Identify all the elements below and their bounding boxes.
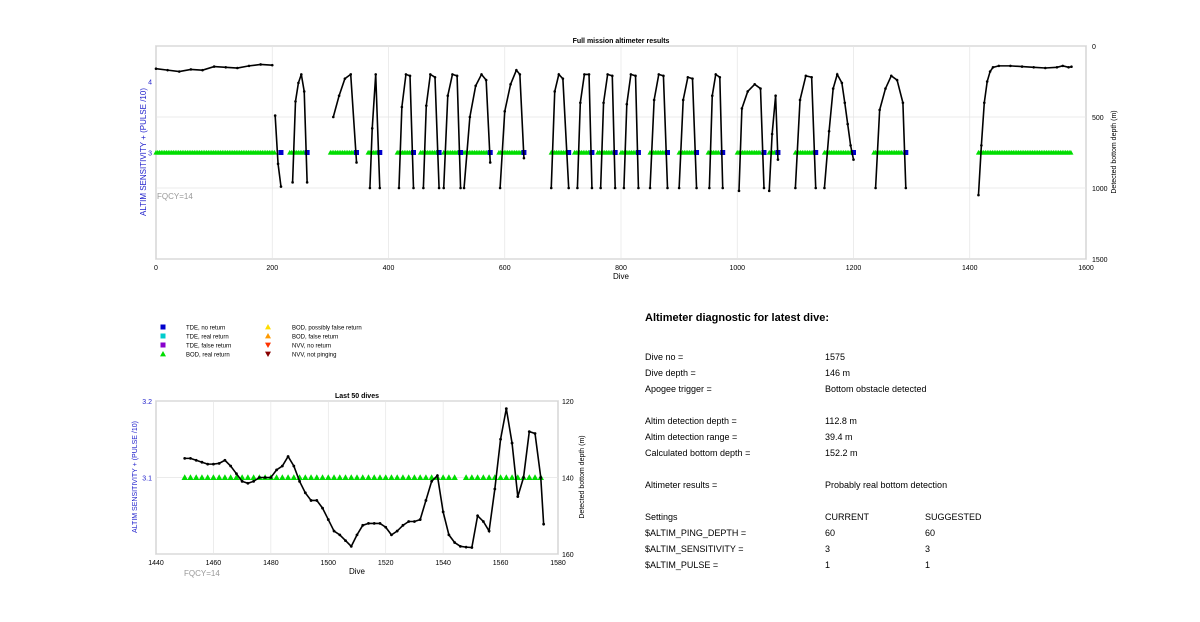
diagnostic-row-value: 39.4 m xyxy=(825,432,853,442)
bottom-depth-point xyxy=(459,545,462,548)
bottom-depth-point xyxy=(183,457,186,460)
bottom-depth-point xyxy=(396,530,399,533)
legend-marker-triangle xyxy=(265,352,271,357)
bottom-depth-point xyxy=(304,491,307,494)
top-depth-point xyxy=(828,130,831,133)
top-depth-point xyxy=(691,77,694,80)
top-depth-point xyxy=(599,187,602,190)
top-depth-point xyxy=(213,65,216,68)
top-depth-point xyxy=(297,82,300,85)
top-depth-point xyxy=(989,70,992,73)
top-depth-point xyxy=(503,110,506,113)
bottom-depth-point xyxy=(413,520,416,523)
bottom-depth-point xyxy=(522,476,525,479)
bottom-depth-point xyxy=(453,541,456,544)
top-depth-point xyxy=(553,90,556,93)
bottom-depth-point xyxy=(298,480,301,483)
diagnostic-row-value: 112.8 m xyxy=(825,416,857,426)
top-depth-point xyxy=(579,102,582,105)
top-depth-point xyxy=(708,187,711,190)
top-depth-point xyxy=(682,99,685,102)
top-x-tick-label: 1200 xyxy=(845,265,862,272)
legend-label: NVV, not pinging xyxy=(292,352,337,359)
top-depth-point xyxy=(721,187,724,190)
bottom-depth-point xyxy=(315,499,318,502)
bottom-depth-point xyxy=(407,520,410,523)
top-depth-point xyxy=(799,99,802,102)
top-depth-point xyxy=(884,87,887,90)
top-depth-point xyxy=(774,94,777,97)
diagnostic-row-label: Calculated bottom depth = xyxy=(645,448,751,458)
bottom-depth-point xyxy=(333,530,336,533)
top-depth-point xyxy=(771,133,774,136)
legend-label: TDE, no return xyxy=(186,325,226,332)
legend-marker-triangle xyxy=(265,333,271,338)
top-depth-point xyxy=(155,67,158,70)
top-depth-point xyxy=(738,190,741,193)
top-depth-point xyxy=(303,90,306,93)
top-depth-point xyxy=(836,73,839,76)
bottom-x-tick-label: 1560 xyxy=(492,560,509,567)
top-depth-point xyxy=(583,73,586,76)
top-depth-point xyxy=(405,73,408,76)
top-tde-marker xyxy=(278,150,283,155)
top-depth-point xyxy=(442,187,445,190)
top-depth-point xyxy=(1061,65,1064,68)
diagnostic-row-value: Bottom obstacle detected xyxy=(825,384,927,394)
top-depth-point xyxy=(794,187,797,190)
legend-marker-triangle xyxy=(265,324,271,329)
bottom-y-right-tick-label: 120 xyxy=(562,399,574,406)
top-depth-point xyxy=(480,73,483,76)
top-depth-point xyxy=(567,187,570,190)
bottom-depth-point xyxy=(292,465,295,468)
bottom-depth-point xyxy=(534,432,537,435)
bottom-depth-point xyxy=(367,522,370,525)
legend-label: BOD, false return xyxy=(292,334,339,341)
bottom-depth-point xyxy=(499,438,502,441)
top-depth-point xyxy=(374,73,377,76)
top-depth-point xyxy=(338,94,341,97)
top-x-tick-label: 800 xyxy=(615,265,627,272)
bottom-freq-label: FQCY=14 xyxy=(184,569,220,578)
top-depth-point xyxy=(777,158,780,161)
bottom-depth-point xyxy=(402,524,405,527)
top-x-tick-label: 400 xyxy=(382,265,395,272)
bottom-y-left-tick-label: 3.2 xyxy=(142,399,152,406)
top-x-tick-label: 1600 xyxy=(1078,265,1094,272)
bottom-depth-point xyxy=(442,511,445,514)
legend-marker-triangle xyxy=(160,351,166,356)
diagnostic-row-value: 152.2 m xyxy=(825,448,858,458)
top-depth-point xyxy=(429,73,432,76)
legend-marker-square xyxy=(161,343,166,348)
bottom-depth-point xyxy=(246,482,249,485)
top-depth-point xyxy=(271,64,274,67)
top-depth-point xyxy=(992,66,995,69)
bottom-x-tick-label: 1580 xyxy=(550,560,566,567)
bottom-depth-point xyxy=(390,533,393,536)
bottom-depth-point xyxy=(436,474,439,477)
top-depth-point xyxy=(741,107,744,110)
top-depth-point xyxy=(983,102,986,105)
bottom-depth-point xyxy=(528,430,531,433)
top-depth-point xyxy=(1056,66,1059,69)
bottom-depth-point xyxy=(505,407,508,410)
bottom-depth-point xyxy=(361,524,364,527)
top-depth-point xyxy=(463,187,466,190)
bottom-depth-point xyxy=(539,476,542,479)
bottom-x-tick-label: 1440 xyxy=(148,560,164,567)
top-depth-point xyxy=(763,187,766,190)
top-freq-label: FQCY=14 xyxy=(157,192,193,201)
top-depth-point xyxy=(355,161,358,164)
top-depth-point xyxy=(623,187,626,190)
bottom-x-tick-label: 1520 xyxy=(377,560,394,567)
bottom-depth-point xyxy=(511,442,514,445)
top-x-tick-label: 200 xyxy=(266,265,279,272)
top-depth-point xyxy=(558,73,561,76)
top-depth-point xyxy=(523,157,526,160)
top-x-ticks xyxy=(154,265,1094,272)
top-depth-point xyxy=(980,144,983,147)
top-x-tick-label: 600 xyxy=(498,265,511,272)
bottom-depth-point xyxy=(482,520,485,523)
bottom-x-tick-label: 1500 xyxy=(320,560,337,567)
legend-label: TDE, real return xyxy=(186,334,229,341)
bottom-x-tick-label: 1460 xyxy=(205,560,222,567)
top-depth-point xyxy=(874,187,877,190)
top-depth-point xyxy=(1021,65,1024,68)
bottom-depth-point xyxy=(470,546,473,549)
top-depth-point xyxy=(509,83,512,86)
top-depth-point xyxy=(459,187,462,190)
top-depth-point xyxy=(852,158,855,161)
diagnostic-row-label: Dive no = xyxy=(645,352,684,362)
top-y-right-tick-label: 0 xyxy=(1092,44,1096,51)
top-depth-point xyxy=(456,75,459,78)
top-depth-point xyxy=(666,187,669,190)
top-depth-point xyxy=(588,73,591,76)
diagnostic-row-value: 146 m xyxy=(825,368,851,378)
bottom-x-axis-label: Dive xyxy=(348,567,366,576)
bottom-depth-point xyxy=(379,522,382,525)
top-depth-point xyxy=(657,73,660,76)
bottom-depth-point xyxy=(281,465,284,468)
top-depth-point xyxy=(606,73,609,76)
bottom-depth-point xyxy=(310,499,313,502)
top-depth-point xyxy=(224,66,227,69)
bottom-depth-point xyxy=(488,530,491,533)
bottom-depth-point xyxy=(252,480,255,483)
bottom-depth-point xyxy=(373,522,376,525)
top-x-tick-label: 1400 xyxy=(961,265,978,272)
top-depth-point xyxy=(489,161,492,164)
settings-header-suggested: SUGGESTED xyxy=(925,512,982,522)
top-depth-point xyxy=(201,69,204,72)
diagnostic-row-label: Apogee trigger = xyxy=(645,384,712,394)
bottom-depth-point xyxy=(430,480,433,483)
top-depth-point xyxy=(902,102,905,105)
bottom-depth-point xyxy=(264,476,267,479)
bottom-depth-point xyxy=(447,533,450,536)
bottom-y-right-tick-label: 140 xyxy=(562,475,574,483)
top-depth-point xyxy=(662,75,665,78)
bottom-depth-point xyxy=(321,507,324,510)
legend-label: NVV, no return xyxy=(292,343,332,350)
bottom-y-right-tick-label: 160 xyxy=(562,552,574,559)
setting-label: $ALTIM_SENSITIVITY = xyxy=(645,544,744,554)
bottom-depth-point xyxy=(258,476,261,479)
top-y-right-tick-label: 1000 xyxy=(1092,186,1108,193)
top-depth-point xyxy=(576,187,579,190)
top-chart-title: Full mission altimeter results xyxy=(572,38,670,45)
top-x-tick-label: 0 xyxy=(154,265,158,272)
top-depth-point xyxy=(259,63,262,66)
top-depth-point xyxy=(678,187,681,190)
top-depth-point xyxy=(190,68,193,71)
top-x-tick-label: 1000 xyxy=(729,265,746,272)
setting-current: 3 xyxy=(825,544,831,554)
top-depth-point xyxy=(977,194,980,197)
settings-header-label: Settings xyxy=(645,512,678,522)
bottom-depth-point xyxy=(189,457,192,460)
bottom-depth-point xyxy=(287,455,290,458)
top-depth-point xyxy=(438,187,441,190)
legend-label: TDE, false return xyxy=(186,343,232,350)
top-depth-point xyxy=(905,187,908,190)
bottom-depth-point xyxy=(212,463,215,466)
top-y-right-label: Detected bottom depth (m) xyxy=(1111,110,1118,194)
bottom-chart-title: Last 50 dives xyxy=(335,393,379,400)
bottom-depth-point xyxy=(419,518,422,521)
top-depth-point xyxy=(890,75,893,78)
bottom-depth-point xyxy=(275,468,278,471)
bottom-depth-point xyxy=(344,539,347,542)
top-depth-point xyxy=(810,76,813,79)
bottom-depth-point xyxy=(338,533,341,536)
setting-suggested: 3 xyxy=(925,544,931,554)
top-depth-point xyxy=(499,187,502,190)
top-depth-point xyxy=(846,123,849,126)
bottom-x-tick-label: 1540 xyxy=(435,560,451,567)
top-depth-point xyxy=(805,75,808,78)
top-depth-point xyxy=(178,70,181,73)
legend-marker-square xyxy=(161,325,166,330)
top-chart xyxy=(139,38,1118,281)
top-depth-point xyxy=(634,75,637,78)
top-depth-point xyxy=(291,181,294,184)
bottom-depth-point xyxy=(224,459,227,462)
setting-current: 60 xyxy=(825,528,836,538)
bottom-depth-point xyxy=(350,545,353,548)
top-depth-point xyxy=(401,106,404,109)
diagnostic-title: Altimeter diagnostic for latest dive: xyxy=(645,312,829,324)
top-depth-point xyxy=(451,73,454,76)
top-depth-point xyxy=(344,77,347,80)
legend-label: BOD, real return xyxy=(186,352,230,359)
top-depth-point xyxy=(446,94,449,97)
top-depth-point xyxy=(823,187,826,190)
top-depth-point xyxy=(469,116,472,119)
top-depth-point xyxy=(630,73,633,76)
setting-label: $ALTIM_PULSE = xyxy=(645,560,719,570)
bottom-depth-point xyxy=(542,523,545,526)
top-depth-point xyxy=(280,185,283,188)
top-depth-point xyxy=(409,75,412,78)
top-depth-point xyxy=(474,84,477,87)
top-depth-point xyxy=(332,116,335,119)
top-depth-point xyxy=(746,90,749,93)
top-depth-point xyxy=(649,187,652,190)
bottom-depth-point xyxy=(493,488,496,491)
top-y-left-tick-label: 3 xyxy=(148,150,152,158)
top-y-left-tick-label: 4 xyxy=(148,79,152,87)
diagnostic-row-label: Altim detection depth = xyxy=(645,416,737,426)
top-depth-point xyxy=(653,99,656,102)
top-depth-point xyxy=(759,87,762,90)
top-depth-point xyxy=(878,109,881,112)
top-depth-point xyxy=(369,187,372,190)
bottom-depth-point xyxy=(241,480,244,483)
top-depth-point xyxy=(714,73,717,76)
bottom-x-ticks xyxy=(148,560,566,567)
top-depth-point xyxy=(1009,65,1012,68)
top-depth-point xyxy=(1032,66,1035,69)
top-depth-point xyxy=(300,73,303,76)
setting-suggested: 1 xyxy=(925,560,931,570)
top-depth-point xyxy=(591,187,594,190)
top-depth-point xyxy=(166,69,169,72)
top-depth-point xyxy=(602,102,605,105)
bottom-depth-point xyxy=(206,463,209,466)
diagnostic-row-value: Probably real bottom detection xyxy=(825,480,948,490)
bottom-depth-point xyxy=(195,459,198,462)
top-depth-point xyxy=(843,102,846,105)
top-x-axis-label: Dive xyxy=(612,272,630,281)
bottom-depth-point xyxy=(425,499,428,502)
top-depth-point xyxy=(274,114,277,117)
top-y-left-label: ALTIM SENSITIVITY + (PULSE /10) xyxy=(139,88,148,216)
top-depth-point xyxy=(841,82,844,85)
bottom-chart xyxy=(132,393,586,578)
diagnostic-row-value: 1575 xyxy=(825,352,846,362)
top-depth-point xyxy=(422,187,425,190)
bottom-depth-point xyxy=(327,518,330,521)
top-depth-point xyxy=(896,79,899,82)
top-depth-point xyxy=(519,73,522,76)
bottom-y-left-label: ALTIM SENSITIVITY + (PULSE /10) xyxy=(132,421,139,533)
top-depth-point xyxy=(768,190,771,193)
top-depth-point xyxy=(687,76,690,79)
top-depth-point xyxy=(1067,66,1070,69)
top-depth-point xyxy=(485,79,488,82)
setting-current: 1 xyxy=(825,560,831,570)
diagnostic-row-label: Altimeter results = xyxy=(645,480,718,490)
setting-suggested: 60 xyxy=(925,528,936,538)
top-depth-point xyxy=(236,67,239,70)
bottom-y-right-label: Detected bottom depth (m) xyxy=(579,435,586,519)
legend-marker-square xyxy=(161,334,166,339)
diagnostic-row-label: Altim detection range = xyxy=(645,432,738,442)
top-depth-point xyxy=(719,76,722,79)
top-depth-point xyxy=(294,100,297,103)
top-depth-point xyxy=(849,144,852,147)
top-depth-point xyxy=(550,187,553,190)
top-depth-point xyxy=(626,103,629,106)
diagnostic-row-label: Dive depth = xyxy=(645,368,696,378)
bottom-x-tick-label: 1480 xyxy=(263,560,279,567)
top-depth-point xyxy=(614,187,617,190)
top-depth-point xyxy=(371,127,374,130)
top-y-right-tick-label: 1500 xyxy=(1092,257,1108,264)
top-depth-point xyxy=(349,73,352,76)
top-depth-point xyxy=(306,181,309,184)
bottom-depth-point xyxy=(229,465,232,468)
top-depth-point xyxy=(611,75,614,78)
setting-label: $ALTIM_PING_DEPTH = xyxy=(645,528,747,538)
top-depth-point xyxy=(1070,65,1073,68)
top-depth-point xyxy=(277,163,280,166)
top-depth-point xyxy=(637,187,640,190)
top-depth-point xyxy=(832,87,835,90)
bottom-depth-point xyxy=(476,514,479,517)
top-depth-point xyxy=(248,65,251,68)
top-depth-point xyxy=(814,187,817,190)
top-depth-point xyxy=(1044,67,1047,70)
top-depth-point xyxy=(515,69,518,72)
top-depth-point xyxy=(986,80,989,83)
top-depth-point xyxy=(562,77,565,80)
bottom-depth-point xyxy=(465,546,468,549)
top-depth-point xyxy=(711,94,714,97)
bottom-depth-point xyxy=(235,472,238,475)
top-depth-point xyxy=(998,65,1001,68)
top-depth-point xyxy=(695,187,698,190)
legend-marker-triangle xyxy=(265,343,271,348)
bottom-depth-point xyxy=(269,476,272,479)
top-y-right-tick-label: 500 xyxy=(1092,115,1104,122)
top-depth-point xyxy=(425,104,428,107)
top-depth-point xyxy=(753,83,756,86)
bottom-depth-point xyxy=(218,462,221,465)
top-depth-point xyxy=(378,187,381,190)
top-depth-point xyxy=(434,76,437,79)
bottom-depth-point xyxy=(384,526,387,529)
top-depth-point xyxy=(412,187,415,190)
bottom-depth-point xyxy=(516,495,519,498)
settings-header-current: CURRENT xyxy=(825,512,869,522)
legend-label: BOD, possibly false return xyxy=(292,325,362,332)
bottom-y-left-tick-label: 3.1 xyxy=(142,475,152,483)
legend xyxy=(160,324,362,359)
bottom-depth-point xyxy=(356,533,359,536)
bottom-depth-point xyxy=(201,461,204,464)
top-depth-point xyxy=(398,187,401,190)
